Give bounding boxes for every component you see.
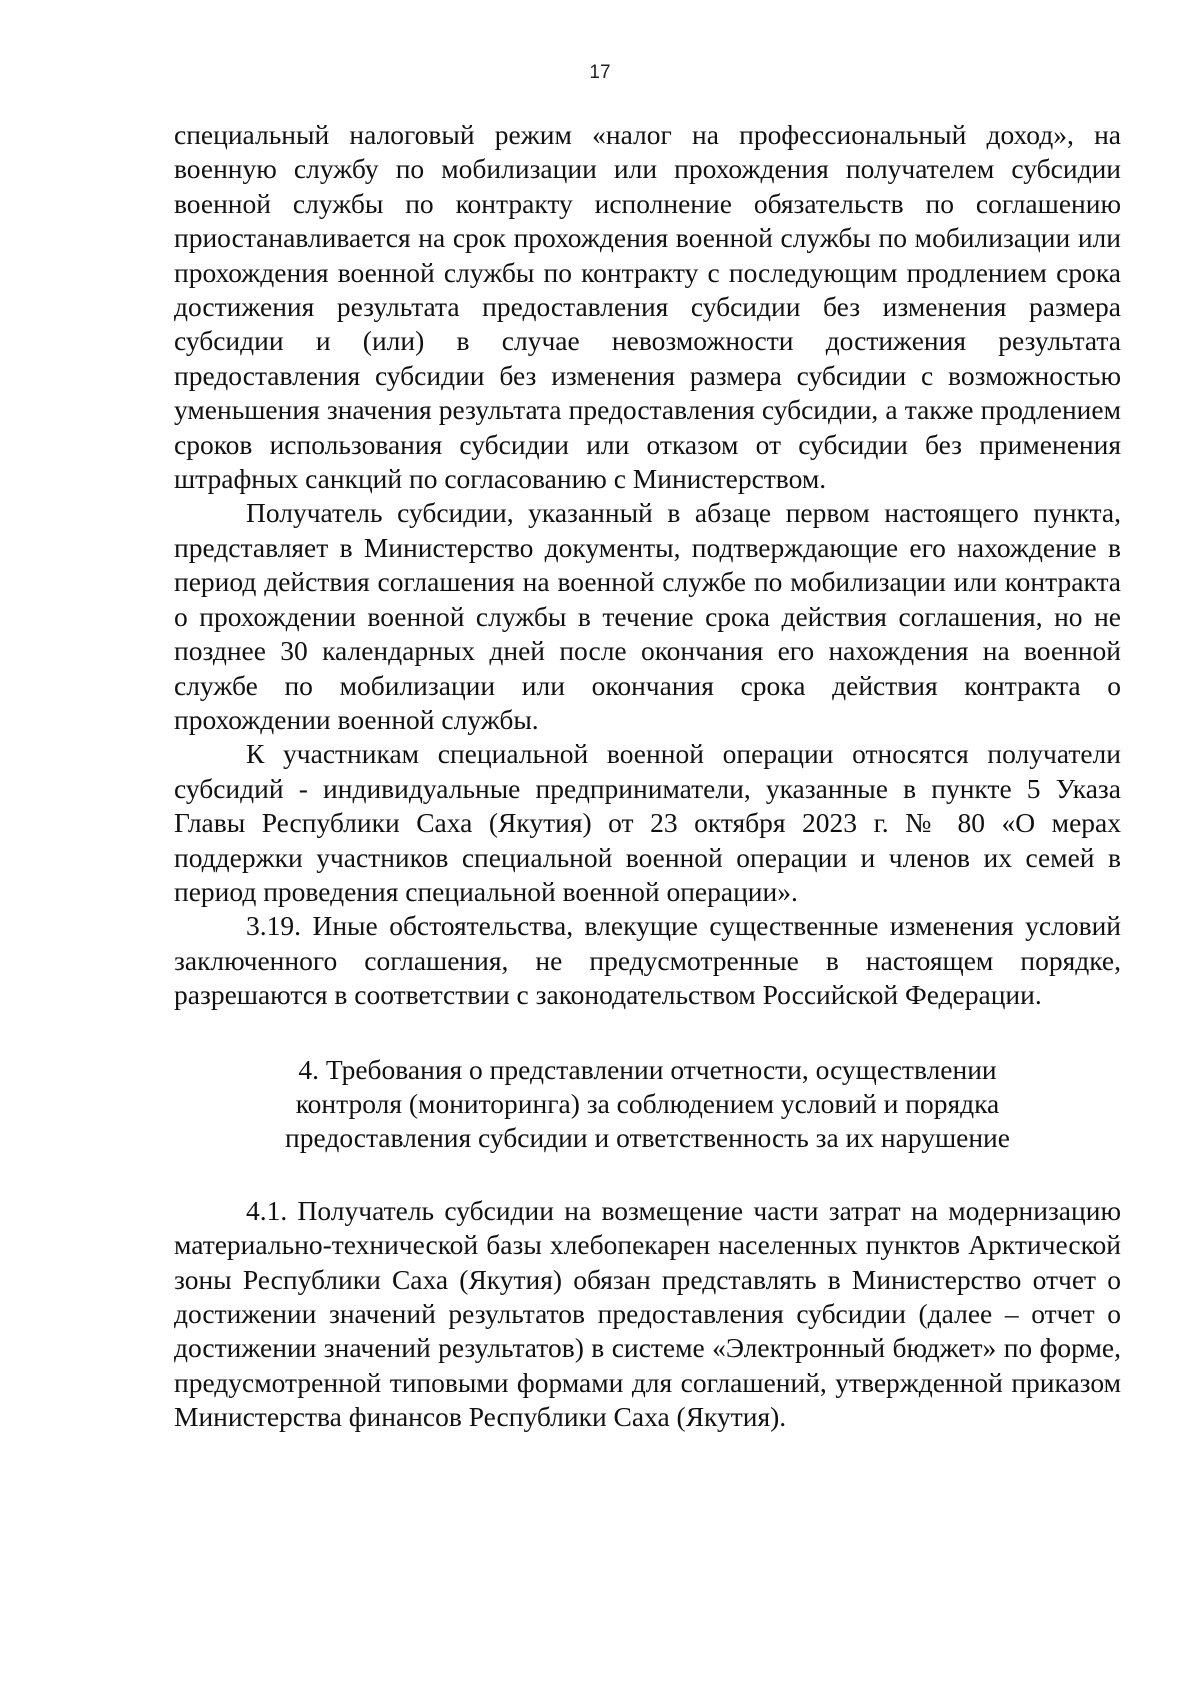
paragraph-svo-participants: К участникам специальной военной операции относятся получатели субсидий - индивидуальные предприниматели, указанные в пункте 5 Указа Главы Республики Саха (Якутия) от 23 октября 2023 г. № 80 «О мерах поддержки участников специальной военной операции и членов их семей в период проведения специальной военной операции». xyxy=(174,738,1121,907)
paragraph-tax-regime-suspension: специальный налоговый режим «налог на профессиональный доход», на военную службу по мобилизации или прохождения получателем субсидии военной службы по контракту исполнение обязательств по соглашению приостанавливается на срок прохождения военной службы по мобилизации или прохождения военной службы по контракту с последующим продлением срока достижения результата предоставления субсидии без изменения размера субсидии и (или) в случае невозможности достижения результата предоставления субсидии без изменения размера субсидии с возможностью уменьшения значения результата предоставления субсидии, а также продлением сроков использования субсидии или отказом от субсидии без применения штрафных санкций по согласованию с Министерством. xyxy=(174,119,1121,495)
page-number: 17 xyxy=(589,62,611,83)
paragraph-documents-submission: Получатель субсидии, указанный в абзаце первом настоящего пункта, представляет в Министерство документы, подтверждающие его нахождение в период действия соглашения на военной службе по мобилизации или контракта о прохождении военной службы в течение срока действия соглашения, но не позднее 30 календарных дней после окончания его нахождения на военной службе по мобилизации или окончания срока действия контракта о прохождении военной службы. xyxy=(174,497,1121,735)
section-heading-line-2: контроля (мониторинга) за соблюдением условий и порядка xyxy=(295,1087,1000,1119)
section-heading-line-1: 4. Требования о представлении отчетности, осуществлении xyxy=(298,1053,997,1085)
paragraph-3-19: 3.19. Иные обстоятельства, влекущие существенные изменения условий заключенного соглашения, не предусмотренные в настоящем порядке, разрешаются в соответствии с законодательством Российской Федерации. xyxy=(174,910,1121,1011)
document-body xyxy=(174,118,1121,1435)
section-4-heading xyxy=(174,1053,1121,1156)
paragraph-4-1: 4.1. Получатель субсидии на возмещение части затрат на модернизацию материально-технической базы хлебопекарен населенных пунктов Арктической зоны Республики Саха (Якутия) обязан представлять в Министерство отчет о достижении значений результатов предоставления субсидии (далее – отчет о достижении значений результатов) в системе «Электронный бюджет» по форме, предусмотренной типовыми формами для соглашений, утвержденной приказом Министерства финансов Республики Саха (Якутия). xyxy=(174,1194,1121,1433)
section-heading-line-3: предоставления субсидии и ответственность за их нарушение xyxy=(285,1122,1010,1154)
